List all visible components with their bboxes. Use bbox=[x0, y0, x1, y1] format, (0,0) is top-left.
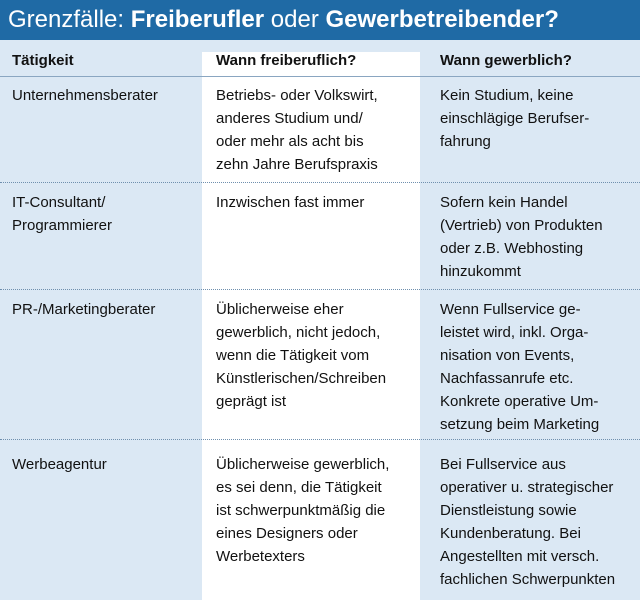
header-divider bbox=[0, 76, 640, 77]
header-commercial: Wann gewerblich? bbox=[440, 52, 572, 69]
row-divider bbox=[0, 182, 640, 183]
page-title bbox=[0, 0, 640, 40]
comparison-table bbox=[0, 40, 640, 600]
cell-activity: PR-/Marketingberater bbox=[12, 301, 156, 318]
row-divider bbox=[0, 289, 640, 290]
cell-freelance: Üblicherweise gewerblich, es sei denn, die Tätigkeit ist schwerpunktmäßig die eines Designers oder Werbetexters bbox=[216, 456, 390, 565]
cell-freelance: Betriebs- oder Volkswirt, anderes Studium und/ oder mehr als acht bis zehn Jahre Berufspraxis bbox=[216, 87, 378, 173]
title-part-freiberufler: Freiberufler bbox=[130, 6, 265, 33]
cell-activity: Werbeagentur bbox=[12, 456, 107, 473]
row-divider bbox=[0, 439, 640, 440]
cell-commercial: Wenn Fullservice ge- leistet wird, inkl. Orga- nisation von Events, Nachfassanrufe etc. Konkrete operative Um- setzung beim Marketing bbox=[440, 301, 600, 433]
title-joiner: oder bbox=[270, 6, 319, 33]
cell-commercial: Sofern kein Handel (Vertrieb) von Produkten oder z.B. Webhosting hinzukommt bbox=[440, 194, 603, 280]
cell-commercial: Bei Fullservice aus operativer u. strategischer Dienstleistung sowie Kundenberatung. Bei Angestellten mit versch. fachlichen Schwerpunkten bbox=[440, 456, 616, 588]
cell-activity: IT-Consultant/ Programmierer bbox=[12, 194, 113, 234]
header-freelance: Wann freiberuflich? bbox=[216, 52, 357, 69]
cell-freelance: Inzwischen fast immer bbox=[216, 194, 365, 211]
cell-commercial: Kein Studium, keine einschlägige Berufser- fahrung bbox=[440, 87, 590, 150]
cell-activity: Unternehmensberater bbox=[12, 87, 158, 104]
header-activity: Tätigkeit bbox=[12, 52, 74, 69]
title-part-gewerbetreibender: Gewerbetreibender? bbox=[325, 6, 559, 33]
title-prefix: Grenzfälle: bbox=[8, 6, 125, 33]
table-header-row bbox=[0, 52, 640, 77]
cell-freelance: Üblicherweise eher gewerblich, nicht jedoch, wenn die Tätigkeit vom Künstlerischen/Schreiben geprägt ist bbox=[216, 301, 387, 410]
